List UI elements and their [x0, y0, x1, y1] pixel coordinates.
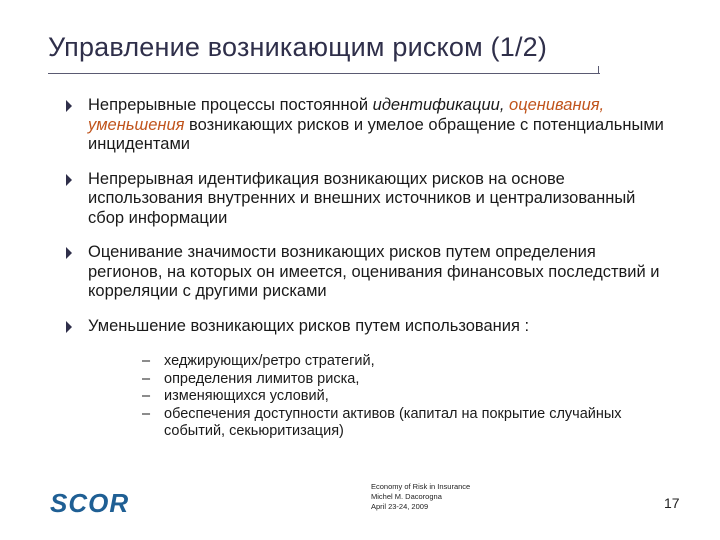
bullet-arrow-icon [66, 174, 72, 186]
footer-event: Economy of Risk in Insurance [371, 482, 471, 491]
sub-bullet-list [142, 353, 622, 441]
bullet-text: Непрерывная идентификация возникающих рисков на основе использования внутренних и внешних источников и централизованный сбор информации [88, 169, 636, 227]
title-underline-tick [598, 66, 599, 74]
bullet-item [66, 243, 666, 302]
footer-info [371, 482, 470, 512]
bullet-text: Оценивание значимости возникающих рисков путем определения регионов, на которых он имеется, оценивания финансовых последствий и корреляции с другими рисками [88, 243, 660, 300]
sub-bullet-text: определения лимитов риска, [164, 370, 360, 387]
bullet-text: Уменьшение возникающих рисков путем использования : [88, 316, 530, 335]
bullet-arrow-icon [66, 247, 72, 259]
title-underline [48, 73, 600, 74]
bullet-list [66, 96, 666, 336]
dash-marker: – [142, 353, 151, 369]
footer-date: April 23-24, 2009 [371, 502, 429, 511]
sub-bullet-item [142, 371, 622, 389]
page-number: 17 [664, 495, 680, 511]
bullet-item [66, 96, 666, 155]
scor-logo: SCOR [50, 488, 130, 518]
bullet-item [66, 317, 666, 337]
sub-bullet-item [142, 406, 622, 441]
bullet-arrow-icon [66, 321, 72, 333]
dash-marker: – [142, 388, 151, 404]
bullet-text-accent: оценивания, уменьшения [88, 96, 605, 134]
sub-bullet-text: хеджирующих/ретро стратегий, [164, 353, 375, 369]
sub-bullet-item [142, 353, 622, 371]
footer-author: Michel M. Dacorogna [371, 492, 442, 501]
dash-marker: – [142, 405, 151, 422]
bullet-text-tail: возникающих рисков и умелое обращение с потенциальными инцидентами [88, 115, 664, 153]
slide-title: Управление возникающим риском (1/2) [48, 32, 548, 62]
sub-bullet-text: изменяющихся условий, [164, 388, 329, 404]
bullet-text-italic: идентификации, [372, 96, 505, 114]
sub-bullet-item [142, 388, 622, 406]
bullet-arrow-icon [66, 100, 72, 112]
bullet-item [66, 170, 666, 229]
bullet-text-lead: Непрерывные процессы постоянной [88, 96, 373, 114]
sub-bullet-text: обеспечения доступности активов (капитал на покрытие случайных событий, секьюритизация) [164, 405, 622, 439]
dash-marker: – [142, 370, 151, 387]
